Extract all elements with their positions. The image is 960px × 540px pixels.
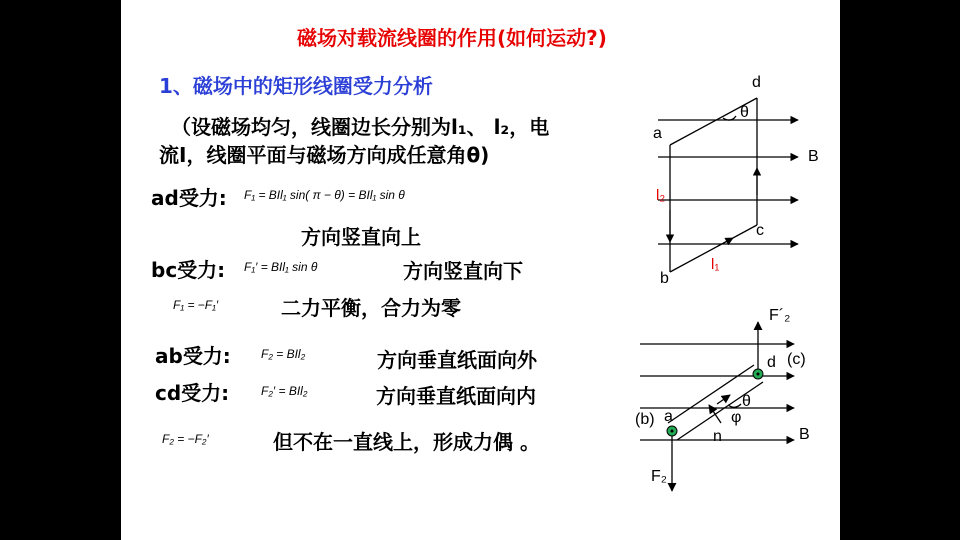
cd-force-direction: 方向垂直纸面向内 (376, 384, 536, 408)
bc-force-direction: 方向竖直向下 (403, 259, 523, 283)
cd-force-formula: F₂′ = BIl₂ (261, 384, 308, 398)
ab-force-direction: 方向垂直纸面向外 (377, 348, 537, 372)
ab-force-label: ab受力: (155, 344, 231, 368)
top-label-b: b (660, 270, 669, 287)
bottom-label-F2: F₂ (651, 468, 667, 485)
bottom-label-n: n (713, 428, 722, 445)
f2-couple-text: 但不在一直线上，形成力偶 。 (273, 430, 540, 454)
slide (121, 0, 840, 540)
top-label-B: B (808, 148, 819, 165)
top-label-c: c (756, 222, 764, 239)
top-label-d: d (752, 74, 761, 91)
bottom-label-theta: θ (742, 393, 751, 410)
bottom-label-c: (c) (787, 351, 806, 368)
ad-force-formula: F₁ = BIl₁ sin( π − θ) = BIl₁ sin θ (244, 188, 405, 202)
bc-force-formula: F₁′ = BIl₁ sin θ (244, 260, 318, 274)
cd-force-label: cd受力: (155, 381, 230, 405)
bottom-label-d: d (767, 354, 776, 371)
coil-diagram-bottom (121, 0, 840, 540)
ad-force-direction: 方向竖直向上 (301, 225, 421, 249)
bc-force-label: bc受力: (151, 258, 226, 282)
intro-line-1: （设磁场均匀，线圈边长分别为l₁、 l₂，电 (171, 115, 550, 139)
section-heading: 1、磁场中的矩形线圈受力分析 (159, 74, 433, 98)
slide-title: 磁场对载流线圈的作用(如何运动?) (297, 26, 607, 50)
top-label-theta: θ (740, 104, 749, 121)
f1-balance-text: 二力平衡，合力为零 (281, 296, 461, 320)
f1-balance-formula: F₁ = −F₁′ (173, 298, 219, 312)
top-label-a: a (653, 125, 662, 142)
top-label-l1: l₁ (711, 256, 720, 273)
ab-force-formula: F₂ = BIl₂ (261, 347, 306, 361)
ad-force-label: ad受力: (151, 186, 227, 210)
f2-couple-formula: F₂ = −F₂′ (162, 432, 209, 446)
bottom-label-a: a (664, 408, 673, 425)
top-label-l2: l₂ (656, 187, 666, 204)
bottom-label-b: (b) (635, 411, 655, 428)
intro-line-2: 流I，线圈平面与磁场方向成任意角θ) (159, 143, 490, 167)
bottom-label-F2prime: F´₂ (769, 307, 791, 324)
bottom-label-B: B (799, 426, 810, 443)
bottom-label-phi: φ (731, 409, 742, 426)
